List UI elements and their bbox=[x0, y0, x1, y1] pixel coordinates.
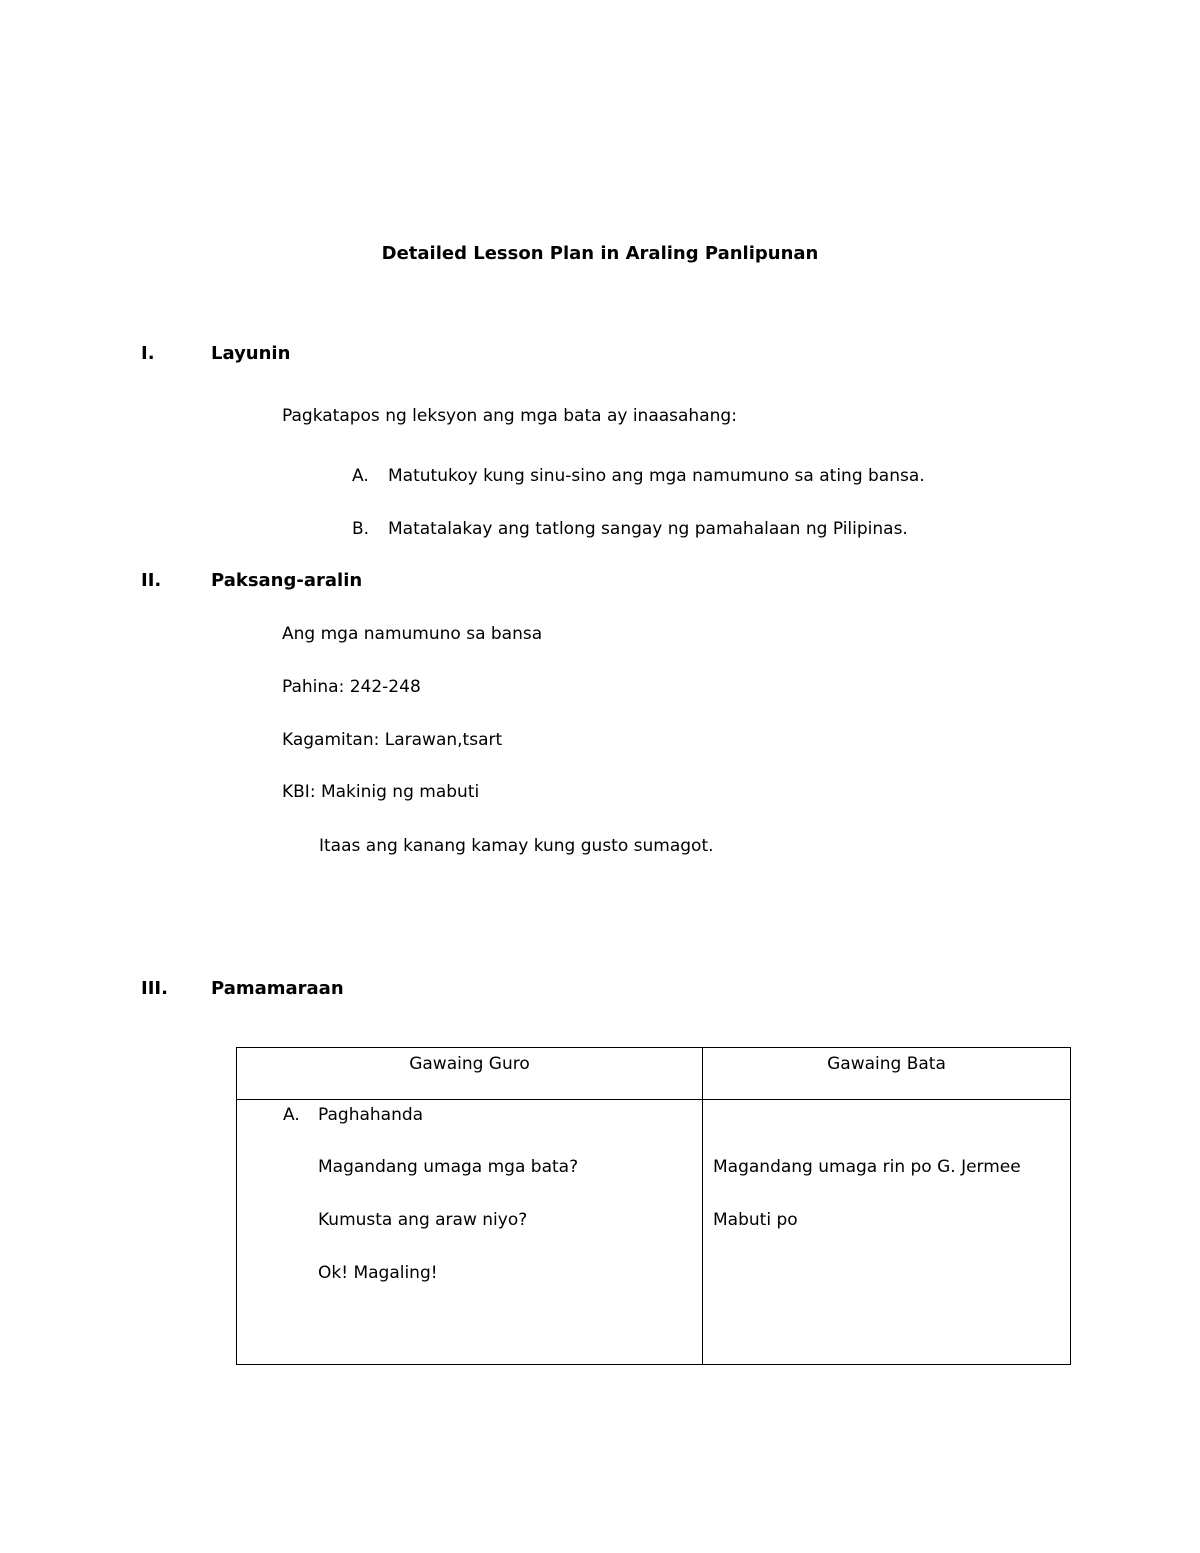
procedure-table bbox=[236, 1047, 1071, 1365]
bata-line-2: Mabuti po bbox=[713, 1210, 798, 1230]
header-gawaing-bata: Gawaing Bata bbox=[703, 1048, 1071, 1100]
bata-cell bbox=[703, 1100, 1071, 1365]
header-gawaing-guro: Gawaing Guro bbox=[237, 1048, 703, 1100]
guro-line-3: Ok! Magaling! bbox=[318, 1263, 438, 1283]
guro-line-1: Magandang umaga mga bata? bbox=[318, 1157, 579, 1177]
section-1-heading: Layunin bbox=[211, 343, 291, 364]
objective-a-letter: A. bbox=[352, 466, 369, 486]
guro-line-2: Kumusta ang araw niyo? bbox=[318, 1210, 528, 1230]
section-2-heading: Paksang-aralin bbox=[211, 570, 363, 591]
objectives-intro: Pagkatapos ng leksyon ang mga bata ay inaasahang: bbox=[282, 406, 737, 426]
values-detail-line: Itaas ang kanang kamay kung gusto sumagot. bbox=[319, 836, 714, 856]
table-header-row bbox=[237, 1048, 1071, 1100]
values-line: KBI: Makinig ng mabuti bbox=[282, 782, 480, 802]
objective-b-letter: B. bbox=[352, 519, 370, 539]
section-3-numeral: III. bbox=[141, 978, 168, 999]
step-title: Paghahanda bbox=[318, 1105, 424, 1125]
topic-line: Ang mga namumuno sa bansa bbox=[282, 624, 543, 644]
step-letter: A. bbox=[283, 1105, 300, 1125]
bata-line-1: Magandang umaga rin po G. Jermee bbox=[713, 1157, 1021, 1177]
guro-cell bbox=[237, 1100, 703, 1365]
table-row bbox=[237, 1100, 1071, 1365]
pages-line: Pahina: 242-248 bbox=[282, 677, 421, 697]
materials-line: Kagamitan: Larawan,tsart bbox=[282, 730, 503, 750]
objective-a-text: Matutukoy kung sinu-sino ang mga namumuno sa ating bansa. bbox=[388, 466, 925, 486]
objective-b-text: Matatalakay ang tatlong sangay ng pamahalaan ng Pilipinas. bbox=[388, 519, 908, 539]
section-1-numeral: I. bbox=[141, 343, 155, 364]
document-title: Detailed Lesson Plan in Araling Panlipunan bbox=[381, 243, 819, 264]
section-3-heading: Pamamaraan bbox=[211, 978, 344, 999]
section-2-numeral: II. bbox=[141, 570, 162, 591]
